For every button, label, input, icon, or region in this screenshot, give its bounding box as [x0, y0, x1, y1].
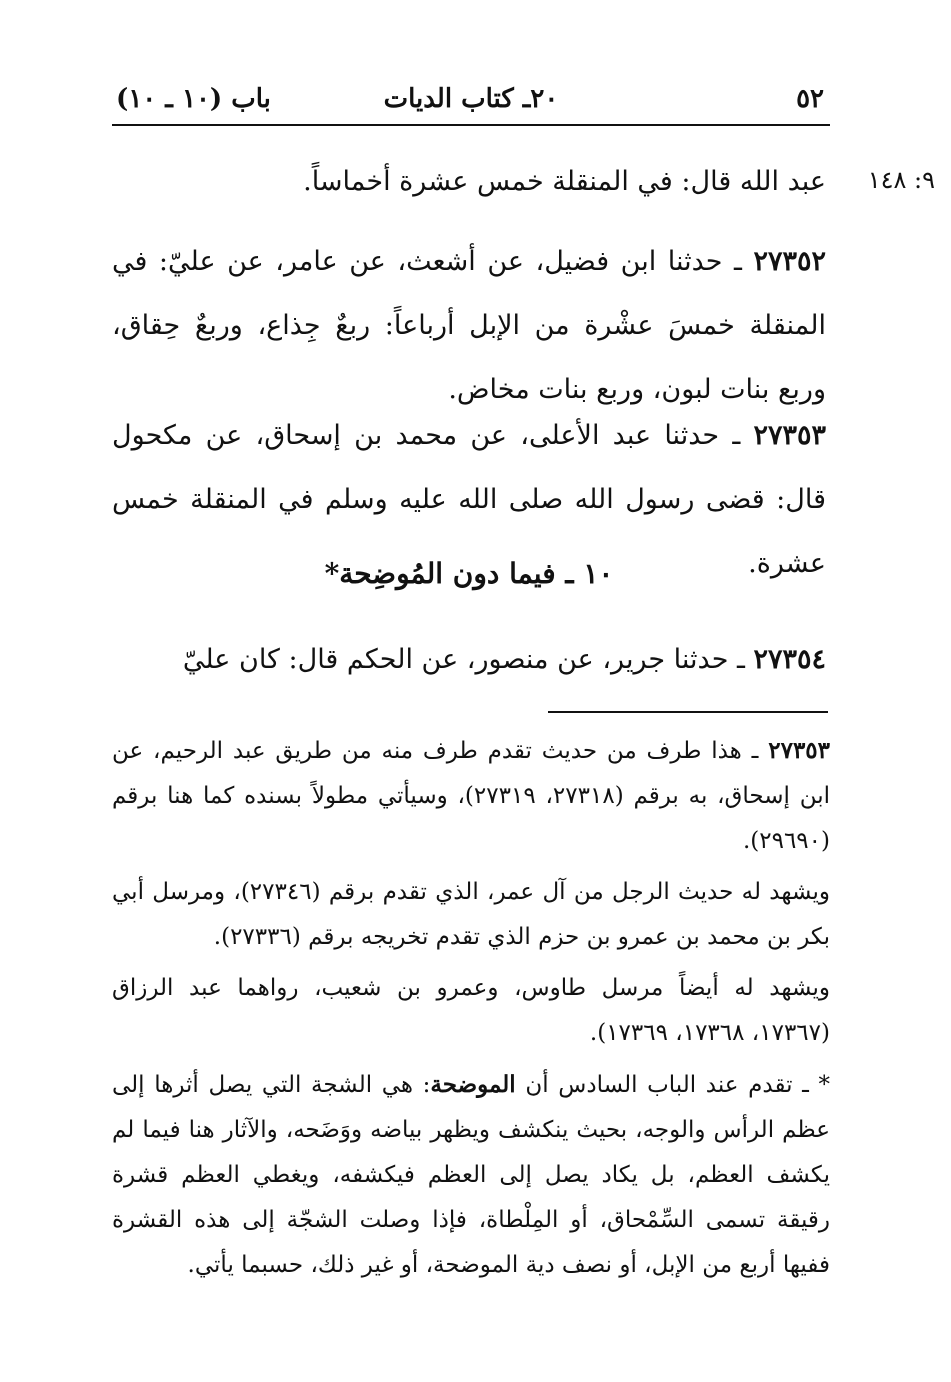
margin-reference: ٩: ١٤٨ [867, 166, 935, 194]
book-title: ٢٠ـ كتاب الديات [383, 84, 559, 114]
hadith-number: ٢٧٣٥٢ [753, 246, 826, 277]
footnote-divider [548, 711, 828, 713]
hadith-number: ٢٧٣٥٤ [753, 644, 826, 675]
footnote-dash: ـ [741, 738, 759, 764]
paragraph-text: عبد الله قال: في المنقلة خمس عشرة أخماساً. [303, 166, 826, 197]
page-number: ٥٢ [796, 84, 824, 114]
hadith-text: حدثنا عبد الأعلى، عن محمد بن إسحاق، عن مكحول قال: قضى رسول الله صلى الله عليه وسلم في المنقلة خمس عشرة. [112, 420, 826, 579]
footnote-text: ويشهد له أيضاً مرسل طاوس، وعمرو بن شعيب، رواهما عبد الرزاق (١٧٣٦٧، ١٧٣٦٨، ١٧٣٦٩). [112, 975, 830, 1046]
paragraph [112, 150, 826, 214]
hadith-paragraph [112, 230, 826, 422]
footnote [112, 728, 830, 864]
hadith-dash: ـ [722, 246, 742, 277]
footnote-text: ويشهد له حديث الرجل من آل عمر، الذي تقدم برقم (٢٧٣٤٦)، ومرسل أبي بكر بن محمد بن عمرو بن حزم الذي تقدم تخريجه برقم (٢٧٣٣٦). [112, 879, 830, 950]
footnote-term: الموضحة [430, 1071, 516, 1098]
chapter-label: باب (١٠ ـ ١٠) [116, 84, 271, 114]
hadith-text: حدثنا جرير، عن منصور، عن الحكم قال: كان عليّ [182, 644, 729, 675]
page-header [112, 80, 830, 126]
hadith-number: ٢٧٣٥٣ [753, 420, 826, 451]
hadith-dash: ـ [719, 420, 741, 451]
hadith-dash: ـ [728, 644, 745, 675]
footnote-text: هذا طرف من حديث تقدم طرف منه من طريق عبد الرحيم، عن ابن إسحاق، به برقم (٢٧٣١٨، ٢٧٣١٩)، وسيأتي مطولاً بسنده كما هنا برقم (٢٩٦٩٠). [112, 738, 831, 854]
footnote [112, 1062, 830, 1288]
footnote [112, 966, 830, 1056]
footnote-number: ٢٧٣٥٣ [768, 737, 831, 764]
footnote-prefix: * ـ تقدم عند الباب السادس أن [525, 1072, 830, 1098]
footnote-text: : هي الشجة التي يصل أثرها إلى عظم الرأس والوجه، بحيث ينكشف ويظهر بياضه ووَضَحه، والآثار هنا فيما لم يكشف العظم، بل يكاد يصل إلى العظم فيكشفه، ويغطي العظم قشرة رقيقة تسمى السِّمْحاق، أو المِلْطاة، فإذا وصلت الشجّة إلى هذه القشرة ففيها أربع من الإبل، أو نصف دية الموضحة، أو غير ذلك، حسبما يأتي. [112, 1072, 830, 1278]
section-title: ١٠ ـ فيما دون المُوضِحة* [324, 557, 614, 590]
hadith-text: حدثنا ابن فضيل، عن أشعث، عن عامر، عن عليّ: في المنقلة خمسَ عشْرة من الإبل أرباعاً: ربعٌ جِذاع، وربعٌ حِقاق، وربع بنات لبون، وربع بنات مخاض. [112, 246, 826, 405]
hadith-paragraph [112, 628, 826, 692]
footnote [112, 870, 830, 960]
